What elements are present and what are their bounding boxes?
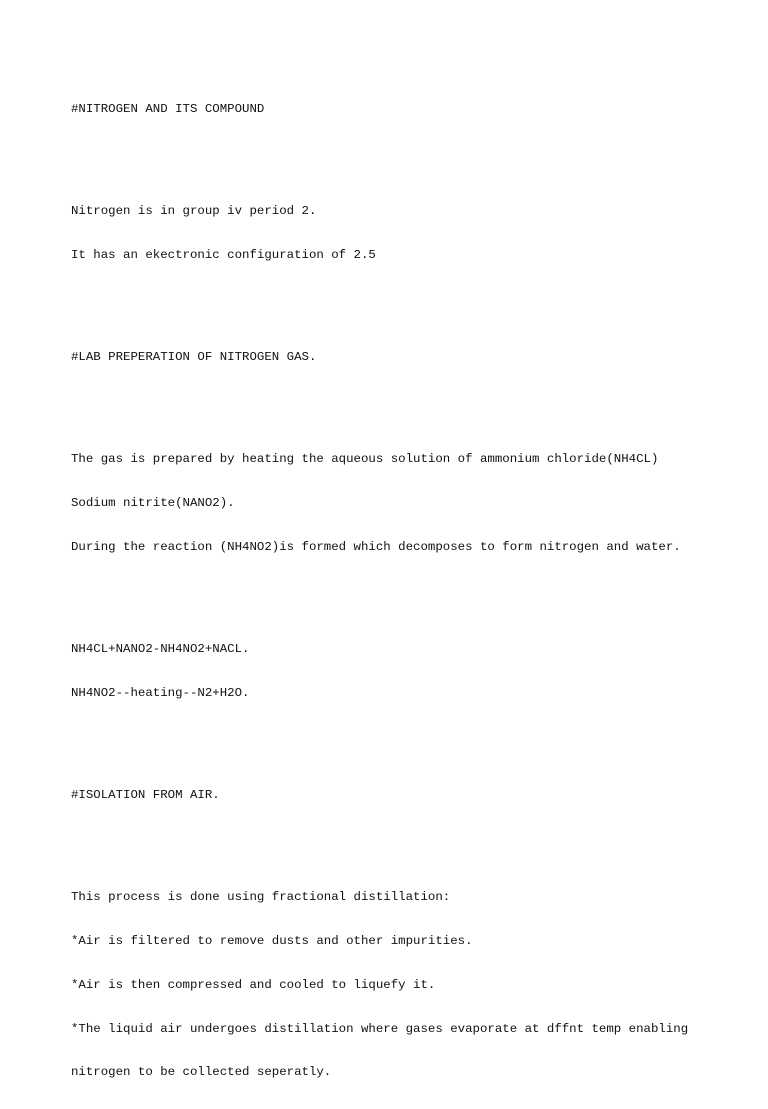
intro-line: Nitrogen is in group iv period 2.: [71, 204, 317, 219]
isolation-line: *Air is filtered to remove dusts and other impurities.: [71, 934, 473, 949]
lab-prep-line: Sodium nitrite(NANO2).: [71, 496, 235, 511]
equation-line: NH4NO2--heating--N2+H2O.: [71, 685, 250, 700]
lab-prep-line: During the reaction (NH4NO2)is formed which decomposes to form nitrogen and water.: [71, 540, 681, 554]
blank-line: [71, 292, 731, 307]
blank-line: [71, 832, 731, 847]
blank-line: [71, 730, 731, 745]
intro-line: It has an ekectronic configuration of 2.5: [71, 248, 376, 263]
document-body: [71, 73, 731, 1109]
blank-line: [71, 584, 731, 599]
isolation-line: nitrogen to be collected seperatly.: [71, 1065, 332, 1080]
lab-prep-line: The gas is prepared by heating the aqueous solution of ammonium chloride(NH4CL): [71, 452, 659, 467]
isolation-line: *Air is then compressed and cooled to liquefy it.: [71, 977, 436, 992]
heading-nitrogen-compound: #NITROGEN AND ITS COMPOUND: [71, 102, 265, 117]
heading-isolation-air: #ISOLATION FROM AIR.: [71, 788, 220, 803]
equation-line: NH4CL+NANO2-NH4NO2+NACL.: [71, 642, 250, 657]
heading-lab-preparation: #LAB PREPERATION OF NITROGEN GAS.: [71, 350, 317, 365]
blank-line: [71, 394, 731, 409]
isolation-line: This process is done using fractional distillation:: [71, 890, 451, 905]
isolation-line: *The liquid air undergoes distillation where gases evaporate at dffnt temp enabling: [71, 1021, 689, 1036]
blank-line: [71, 146, 731, 161]
